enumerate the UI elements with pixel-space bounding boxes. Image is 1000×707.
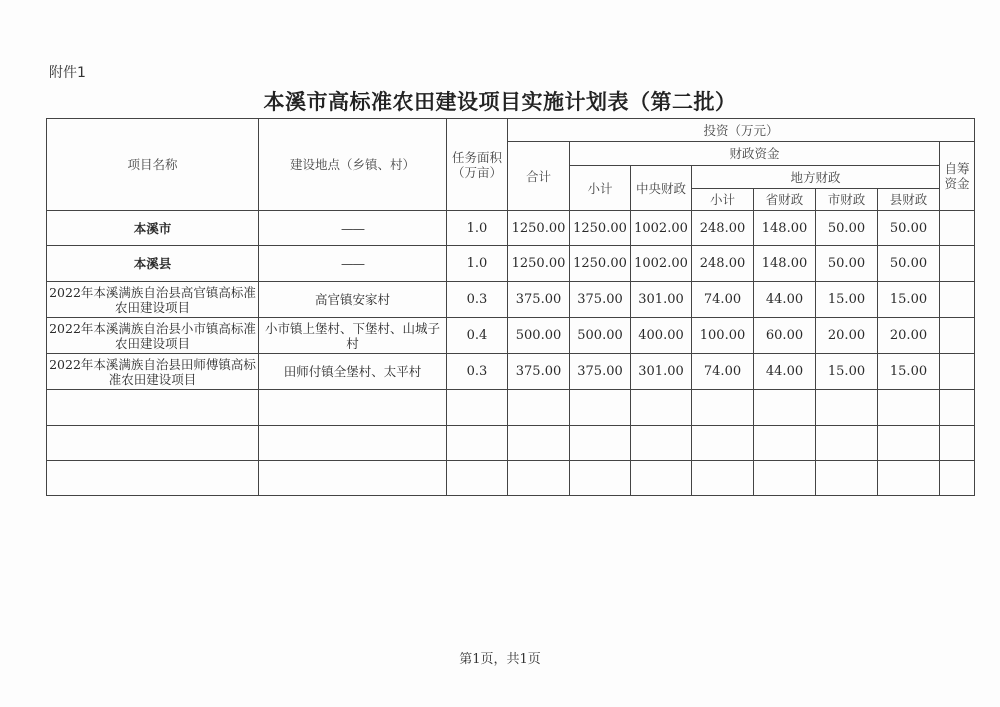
row-area: 0.3 [447, 282, 508, 318]
row-self [940, 426, 975, 461]
row-area: 0.4 [447, 318, 508, 354]
row-area [447, 461, 508, 496]
header-county-fiscal: 县财政 [878, 189, 940, 211]
header-project-name: 项目名称 [47, 119, 259, 211]
row-county [878, 461, 940, 496]
row-self [940, 354, 975, 390]
row-local-subtotal: 248.00 [692, 211, 754, 246]
header-self-raised: 自筹资金 [940, 142, 975, 211]
row-city: 20.00 [816, 318, 878, 354]
row-name [47, 390, 259, 426]
row-central [631, 461, 692, 496]
row-area [447, 426, 508, 461]
row-central [631, 390, 692, 426]
row-provincial: 60.00 [754, 318, 816, 354]
row-fiscal-subtotal: 375.00 [570, 354, 631, 390]
table-row [47, 282, 975, 318]
row-city: 15.00 [816, 354, 878, 390]
row-city: 50.00 [816, 211, 878, 246]
row-central: 301.00 [631, 354, 692, 390]
row-provincial: 148.00 [754, 246, 816, 282]
row-total: 375.00 [508, 282, 570, 318]
row-county: 50.00 [878, 246, 940, 282]
row-area [447, 390, 508, 426]
row-central: 301.00 [631, 282, 692, 318]
row-area: 1.0 [447, 246, 508, 282]
row-total [508, 390, 570, 426]
header-task-area: 任务面积（万亩） [447, 119, 508, 211]
row-name: 2022年本溪满族自治县田师傅镇高标准农田建设项目 [47, 354, 259, 390]
header-central-fiscal: 中央财政 [631, 166, 692, 211]
row-provincial [754, 390, 816, 426]
row-city: 15.00 [816, 282, 878, 318]
row-self [940, 461, 975, 496]
table-row [47, 211, 975, 246]
row-fiscal-subtotal [570, 390, 631, 426]
header-local-subtotal: 小计 [692, 189, 754, 211]
table-header [47, 119, 975, 211]
row-provincial: 44.00 [754, 282, 816, 318]
row-county [878, 426, 940, 461]
table-row [47, 354, 975, 390]
table-row [47, 426, 975, 461]
table-row [47, 461, 975, 496]
row-total: 1250.00 [508, 211, 570, 246]
row-fiscal-subtotal: 1250.00 [570, 211, 631, 246]
row-city [816, 461, 878, 496]
row-name: 2022年本溪满族自治县小市镇高标准农田建设项目 [47, 318, 259, 354]
row-local-subtotal: 74.00 [692, 354, 754, 390]
row-fiscal-subtotal: 1250.00 [570, 246, 631, 282]
attachment-label: 附件1 [49, 65, 86, 81]
row-city [816, 390, 878, 426]
row-local-subtotal: 74.00 [692, 282, 754, 318]
row-location: 小市镇上堡村、下堡村、山城子村 [259, 318, 447, 354]
row-fiscal-subtotal [570, 426, 631, 461]
header-fiscal-subtotal: 小计 [570, 166, 631, 211]
row-total [508, 461, 570, 496]
row-local-subtotal [692, 390, 754, 426]
row-name: 本溪县 [47, 246, 259, 282]
header-investment: 投资（万元） [508, 119, 975, 142]
header-location: 建设地点（乡镇、村） [259, 119, 447, 211]
row-self [940, 318, 975, 354]
row-provincial [754, 426, 816, 461]
table-row [47, 246, 975, 282]
row-location [259, 390, 447, 426]
row-location: 田师付镇全堡村、太平村 [259, 354, 447, 390]
row-location: 高官镇安家村 [259, 282, 447, 318]
header-provincial-fiscal: 省财政 [754, 189, 816, 211]
row-local-subtotal: 248.00 [692, 246, 754, 282]
plan-table [46, 118, 975, 496]
table-row [47, 390, 975, 426]
row-name [47, 426, 259, 461]
row-location [259, 426, 447, 461]
row-name: 本溪市 [47, 211, 259, 246]
table-body [47, 211, 975, 496]
row-county: 15.00 [878, 354, 940, 390]
row-county: 15.00 [878, 282, 940, 318]
row-fiscal-subtotal [570, 461, 631, 496]
row-central: 1002.00 [631, 246, 692, 282]
page-footer: 第1页，共1页 [459, 652, 541, 667]
row-central: 1002.00 [631, 211, 692, 246]
row-total: 500.00 [508, 318, 570, 354]
row-total: 375.00 [508, 354, 570, 390]
row-name [47, 461, 259, 496]
header-city-fiscal: 市财政 [816, 189, 878, 211]
row-total [508, 426, 570, 461]
row-city: 50.00 [816, 246, 878, 282]
row-self [940, 246, 975, 282]
row-fiscal-subtotal: 500.00 [570, 318, 631, 354]
row-city [816, 426, 878, 461]
row-county: 50.00 [878, 211, 940, 246]
row-location: —— [259, 211, 447, 246]
table-row [47, 318, 975, 354]
row-central: 400.00 [631, 318, 692, 354]
row-name: 2022年本溪满族自治县高官镇高标准农田建设项目 [47, 282, 259, 318]
row-total: 1250.00 [508, 246, 570, 282]
row-central [631, 426, 692, 461]
row-location [259, 461, 447, 496]
row-area: 1.0 [447, 211, 508, 246]
row-county [878, 390, 940, 426]
row-provincial [754, 461, 816, 496]
row-provincial: 44.00 [754, 354, 816, 390]
header-fiscal-funds: 财政资金 [570, 142, 940, 166]
row-local-subtotal [692, 461, 754, 496]
page-title: 本溪市高标准农田建设项目实施计划表（第二批） [263, 90, 737, 114]
row-fiscal-subtotal: 375.00 [570, 282, 631, 318]
header-local-fiscal: 地方财政 [692, 166, 940, 189]
row-location: —— [259, 246, 447, 282]
row-provincial: 148.00 [754, 211, 816, 246]
row-self [940, 211, 975, 246]
row-area: 0.3 [447, 354, 508, 390]
row-county: 20.00 [878, 318, 940, 354]
header-total: 合计 [508, 142, 570, 211]
row-self [940, 282, 975, 318]
row-self [940, 390, 975, 426]
row-local-subtotal [692, 426, 754, 461]
row-local-subtotal: 100.00 [692, 318, 754, 354]
